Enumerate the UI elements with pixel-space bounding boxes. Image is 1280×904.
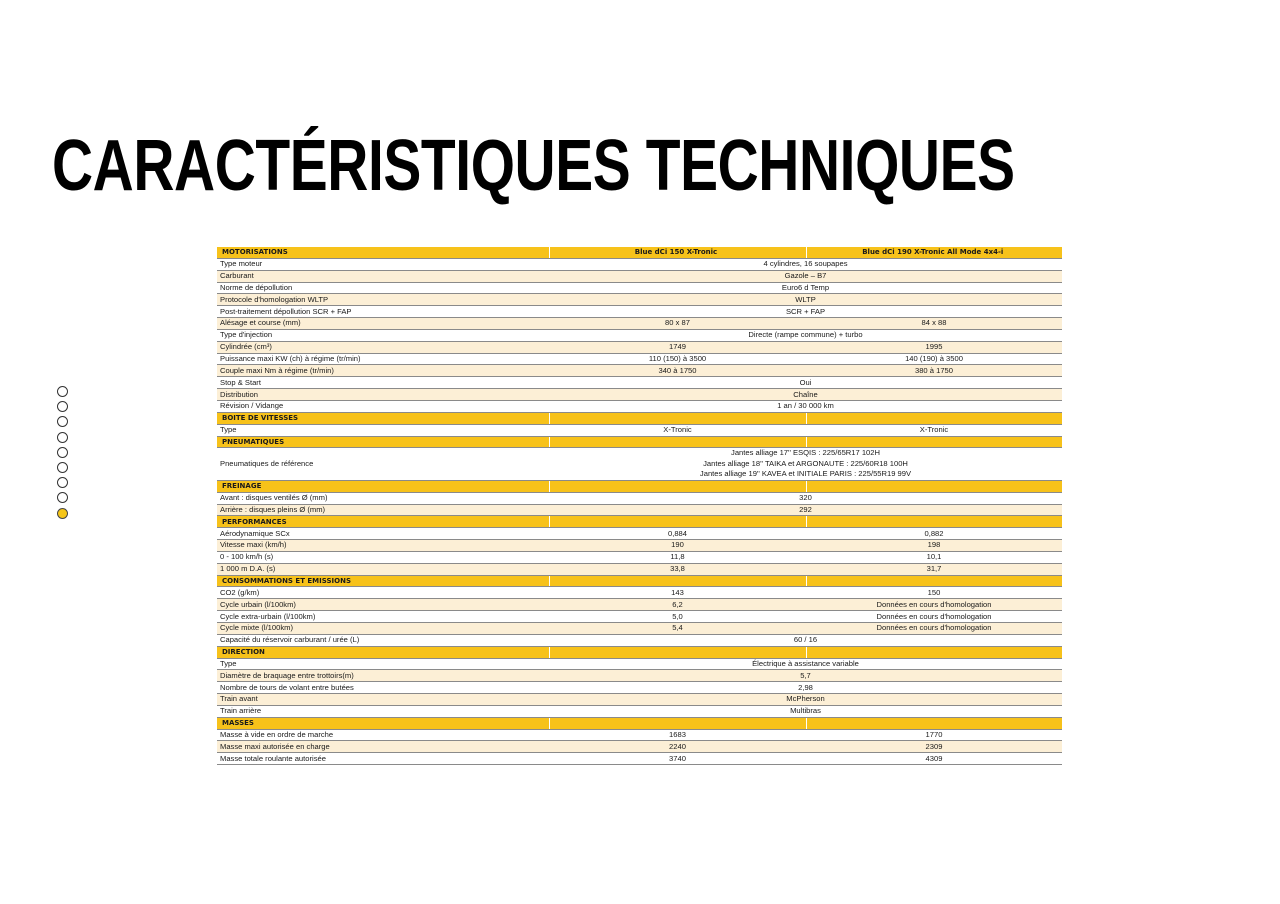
row-value-col1: 33,8 [549,563,806,575]
section-fill [806,480,1062,492]
row-label: Pneumatiques de référence [217,448,549,481]
row-label: Alésage et course (mm) [217,318,549,330]
row-value-col2: Données en cours d'homologation [806,599,1062,611]
table-row [217,599,1062,611]
table-row [217,587,1062,599]
table-row [217,622,1062,634]
row-value-col2: 4309 [806,753,1062,765]
row-label: Type [217,658,549,670]
section-fill [549,717,806,729]
table-row [217,504,1062,516]
section-title: MOTORISATIONS [217,247,549,258]
section-header-row [217,480,1062,492]
nav-dot[interactable] [57,492,68,503]
row-value-col1: 6,2 [549,599,806,611]
row-label: Masse maxi autorisée en charge [217,741,549,753]
nav-dot[interactable] [57,386,68,397]
row-value: WLTP [549,294,1062,306]
row-value-col2: 1770 [806,729,1062,741]
table-row [217,389,1062,401]
row-value: Euro6 d Temp [549,282,1062,294]
row-value: McPherson [549,694,1062,706]
row-label: Cycle extra-urbain (l/100km) [217,611,549,623]
row-label: Train avant [217,694,549,706]
section-fill [806,516,1062,528]
row-value-col1: 143 [549,587,806,599]
table-row [217,424,1062,436]
row-value-col2: X-Tronic [806,424,1062,436]
row-label: Post-traitement dépollution SCR + FAP [217,306,549,318]
row-label: Type moteur [217,258,549,270]
section-title: BOITE DE VITESSES [217,412,549,424]
table-row [217,353,1062,365]
row-value-col2: 10,1 [806,551,1062,563]
table-row [217,365,1062,377]
row-label: Diamètre de braquage entre trottoirs(m) [217,670,549,682]
row-value: 292 [549,504,1062,516]
row-value: 60 / 16 [549,634,1062,646]
value-line: Jantes alliage 19'' KAVEA et INITIALE PARIS : 225/55R19 99V [699,469,912,479]
row-value: SCR + FAP [549,306,1062,318]
section-fill [806,412,1062,424]
table-row [217,329,1062,341]
row-value: Chaîne [549,389,1062,401]
section-header-row [217,436,1062,448]
row-value-col1: 2240 [549,741,806,753]
row-label: Stop & Start [217,377,549,389]
row-label: Masse totale roulante autorisée [217,753,549,765]
nav-dot[interactable] [57,462,68,473]
row-label: Type d'injection [217,329,549,341]
section-fill [549,436,806,448]
row-value-col1: 5,0 [549,611,806,623]
table-row [217,694,1062,706]
table-row [217,270,1062,282]
row-value-col2: 140 (190) à 3500 [806,353,1062,365]
row-value-col1: 190 [549,540,806,552]
section-fill [549,516,806,528]
table-row [217,563,1062,575]
section-title: PNEUMATIQUES [217,436,549,448]
row-value-col2: 380 à 1750 [806,365,1062,377]
table-row [217,306,1062,318]
table-row [217,551,1062,563]
row-label: Puissance maxi KW (ch) à régime (tr/min) [217,353,549,365]
row-label: Révision / Vidange [217,400,549,412]
section-header-row [217,575,1062,587]
section-fill [549,412,806,424]
row-value-col1: 1749 [549,341,806,353]
section-title: MASSES [217,717,549,729]
row-label: Distribution [217,389,549,401]
row-value-col2: 31,7 [806,563,1062,575]
row-value-col1: X-Tronic [549,424,806,436]
section-title: FREINAGE [217,480,549,492]
row-value-col1: 340 à 1750 [549,365,806,377]
section-header-row [217,516,1062,528]
row-label: Type [217,424,549,436]
section-header-row [217,412,1062,424]
table-row [217,634,1062,646]
row-label: Cycle urbain (l/100km) [217,599,549,611]
row-label: Aérodynamique SCx [217,528,549,540]
row-label: Norme de dépollution [217,282,549,294]
row-value-col1: 11,8 [549,551,806,563]
row-label: Train arrière [217,705,549,717]
table-row [217,377,1062,389]
row-label: Avant : disques ventilés Ø (mm) [217,492,549,504]
row-value: 320 [549,492,1062,504]
row-value: 4 cylindres, 16 soupapes [549,258,1062,270]
row-label: Couple maxi Nm à régime (tr/min) [217,365,549,377]
nav-dot[interactable] [57,432,68,443]
row-value: 1 an / 30 000 km [549,400,1062,412]
section-header-row [217,646,1062,658]
row-value-col1: 80 x 87 [549,318,806,330]
section-fill [806,717,1062,729]
row-label: Nombre de tours de volant entre butées [217,682,549,694]
table-row [217,611,1062,623]
row-label: Cycle mixte (l/100km) [217,622,549,634]
section-header-row [217,247,1062,258]
section-fill [806,575,1062,587]
spec-table [217,247,1062,765]
table-row [217,528,1062,540]
value-line: Jantes alliage 18'' TAIKA et ARGONAUTE : 225/60R18 100H [703,458,908,468]
table-row [217,318,1062,330]
table-row [217,492,1062,504]
row-value-col2: Données en cours d'homologation [806,611,1062,623]
section-fill [806,436,1062,448]
column-header: Blue dCi 150 X-Tronic [549,247,806,258]
section-fill [549,646,806,658]
column-header: Blue dCi 190 X-Tronic All Mode 4x4-i [806,247,1062,258]
row-label: Protocole d'homologation WLTP [217,294,549,306]
table-row [217,658,1062,670]
table-row [217,282,1062,294]
slide-pagination [57,386,69,523]
row-value: Gazole – B7 [549,270,1062,282]
row-label: 1 000 m D.A. (s) [217,563,549,575]
row-label: 0 - 100 km/h (s) [217,551,549,563]
row-value-col2: 2309 [806,741,1062,753]
row-label: Cylindrée (cm³) [217,341,549,353]
table-row [217,682,1062,694]
table-row [217,341,1062,353]
row-value: Électrique à assistance variable [549,658,1062,670]
row-label: Vitesse maxi (km/h) [217,540,549,552]
table-row [217,448,1062,481]
nav-dot[interactable] [57,447,68,458]
row-value-col2: 150 [806,587,1062,599]
row-value-col1: 110 (150) à 3500 [549,353,806,365]
row-value-col1: 1683 [549,729,806,741]
nav-dot[interactable] [57,416,68,427]
row-value-col2: 1995 [806,341,1062,353]
row-value [549,448,1062,481]
row-value-col1: 5,4 [549,622,806,634]
nav-dot[interactable] [57,508,68,519]
row-value: 2,98 [549,682,1062,694]
row-value-col1: 0,884 [549,528,806,540]
nav-dot[interactable] [57,401,68,412]
section-fill [549,575,806,587]
section-header-row [217,717,1062,729]
table-row [217,400,1062,412]
row-value-col2: 84 x 88 [806,318,1062,330]
table-row [217,670,1062,682]
section-title: PERFORMANCES [217,516,549,528]
row-value: 5,7 [549,670,1062,682]
row-value: Multibras [549,705,1062,717]
row-value-col2: Données en cours d'homologation [806,622,1062,634]
row-value-col1: 3740 [549,753,806,765]
table-row [217,258,1062,270]
table-row [217,753,1062,765]
row-value: Directe (rampe commune) + turbo [549,329,1062,341]
section-title: DIRECTION [217,646,549,658]
section-title: CONSOMMATIONS ET EMISSIONS [217,575,549,587]
table-row [217,729,1062,741]
table-row [217,741,1062,753]
table-row [217,294,1062,306]
table-row [217,705,1062,717]
row-value: Oui [549,377,1062,389]
row-label: Carburant [217,270,549,282]
value-line: Jantes alliage 17'' ESQIS : 225/65R17 102H [731,448,880,458]
row-label: Capacité du réservoir carburant / urée (L) [217,634,549,646]
table-row [217,540,1062,552]
row-value-col2: 198 [806,540,1062,552]
section-fill [549,480,806,492]
row-value-col2: 0,882 [806,528,1062,540]
nav-dot[interactable] [57,477,68,488]
page-title: CARACTÉRISTIQUES TECHNIQUES [52,126,1015,206]
row-label: CO2 (g/km) [217,587,549,599]
section-fill [806,646,1062,658]
row-label: Arrière : disques pleins Ø (mm) [217,504,549,516]
row-label: Masse à vide en ordre de marche [217,729,549,741]
